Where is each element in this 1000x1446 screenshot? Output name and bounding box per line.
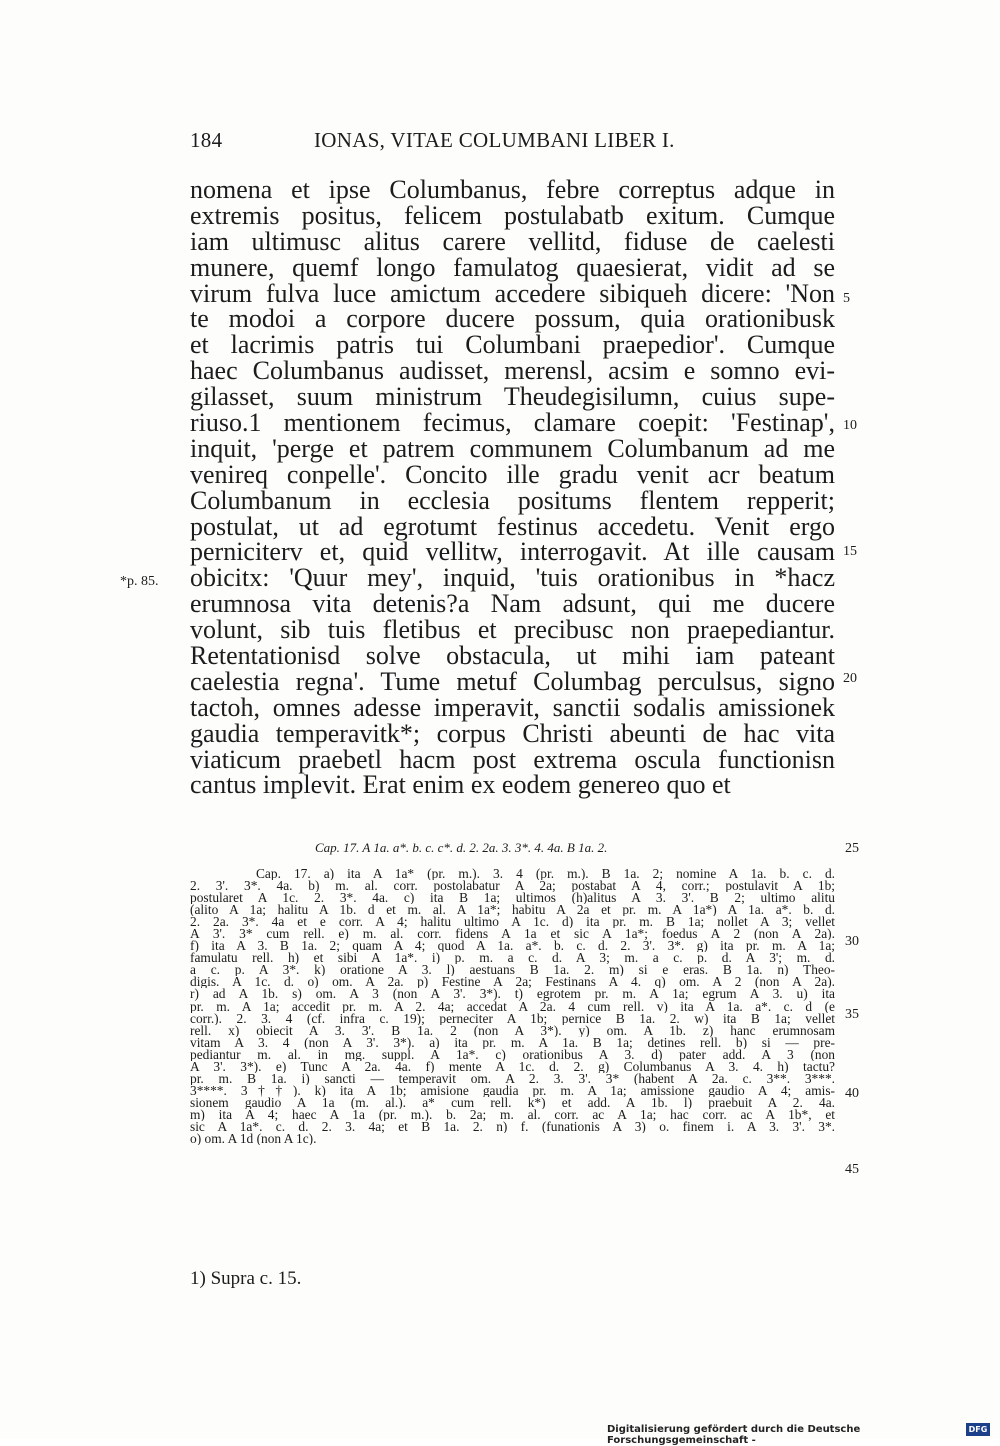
- text-line: nomena et ipse Columbanus, febre correptus adque in: [190, 175, 835, 204]
- text-line: Retentationisd solve obstacula, ut mihi iam pateant: [190, 641, 835, 671]
- footnote: 1) Supra c. 15.: [190, 1268, 302, 1289]
- apparatus-line: 2. 2a. 3*. 4a et e corr. A 4; halitu ultimo A 1c. d) ita pr. m. B 1a; nollet A 3; vellet: [190, 916, 835, 929]
- page-header: [190, 128, 835, 158]
- text-line: inquit, 'perge et patrem communem Columbanum ad me: [190, 433, 835, 463]
- apparatus-line: pediantur m. al. in mg. suppl. A 1a*. c) orationibus A 3. d) pater add. A 3 (non: [190, 1048, 835, 1061]
- apparatus-line: sionem gaudio A 1a (m. al.). a* cum rell. k*) et add. A 1b. l) praebuit A 2. 4a.: [190, 1096, 835, 1109]
- running-title: IONAS, VITAE COLUMBANI LIBER I.: [314, 128, 675, 152]
- apparatus-line: r) ad A 1b. s) om. A 3 (non A 3'. 3*). t) egrotem pr. m. A 1a; egrum A 3. u) ita: [190, 988, 835, 1001]
- apparatus-line: 3****. 3††). k) ita A 1b; amisione gaudia pr. m. A 1a; amissione gaudio A 4; amis-: [190, 1084, 835, 1097]
- text-line: tactoh, omnes adesse imperavit, sanctii sodalis amissionek: [190, 692, 835, 722]
- apparatus-line: postularet A 1c. 2. 3*. 4a. c) ita B 1a; ultimos (h)alitus A 3. 3'. B 2; ultimo alitu: [190, 892, 835, 905]
- text-line: munere, quemf longo famulatog quaesierat, vidit ad se: [190, 252, 835, 282]
- main-text-block: [190, 177, 835, 798]
- line-number: 5: [843, 291, 850, 306]
- text-line: gilasset, suum ministrum Theudegisilumn, cuius supe-: [190, 382, 835, 412]
- line-number: 45: [845, 1162, 859, 1177]
- apparatus-line: vitam A 3. 4 (non A 3'. 3*). a) ita pr. m. A 1a. B 1a; detines rell. b) si — pre-: [190, 1036, 835, 1049]
- apparatus-line: corr.). 2. 3. 4 (cf. infra c. 19); perneciter A 1b; pernice B 1a. 2. w) ita B 1a; vellet: [190, 1012, 835, 1025]
- apparatus-line: A 3'. 3*). e) Tunc A 2a. 4a. f) mente A 1c. d. 2. g) Columbanus A 3. 4. h) tactu?: [190, 1060, 835, 1073]
- page-number: 184: [190, 128, 223, 152]
- text-line: gaudia temperavitk*; corpus Christi abeunti de hac vita: [190, 718, 835, 748]
- line-number: 25: [845, 841, 859, 856]
- apparatus-line: pr. m. A 1a; accedit pr. m. A 2. 4a; accedat A 2a. 4 cum rell. v) ita A 1a. a*. c. d (e: [190, 1000, 835, 1013]
- text-line: extremis positus, felicem postulabatb exitum. Cumque: [190, 200, 835, 230]
- apparatus-line: famulatu rell. h) et sibi A 1a*. i) p. m. a c. d. A 3; m. a c. p. d. A 3'; m. d.: [190, 952, 835, 965]
- line-number: 15: [843, 544, 857, 559]
- sigla-line: Cap. 17. A 1a. a*. b. c. c*. d. 2. 2a. 3. 3*. 4. 4a. B 1a. 2.: [315, 840, 608, 855]
- apparatus-line: (alito A 1a; halitu A 1b. d et m. al. A 1a*; habitu A 2a et pr. m. A 1a*) A 1a. a*. b. d.: [190, 904, 835, 917]
- margin-page-reference: *p. 85.: [120, 574, 159, 589]
- text-line: iam ultimusc alitus carere vellitd, fiduse de caelesti: [190, 226, 835, 256]
- text-line: et lacrimis patris tui Columbani praepedior'. Cumque: [190, 330, 835, 360]
- line-number: 10: [843, 418, 857, 433]
- text-line: te modoi a corpore ducere possum, quia orationibusk: [190, 304, 835, 334]
- text-line: volunt, sib tuis fletibus et precibusc non praepediantur.: [190, 615, 835, 645]
- apparatus-line: rell. x) obiecit A 3. 3'. B 1a. 2 (non A 3*). y) om. A 1b. z) hanc erumnosam: [190, 1024, 835, 1037]
- apparatus-line: o) om. A 1d (non A 1c).: [190, 1133, 317, 1146]
- text-line: cantus implevit. Erat enim ex eodem genereo quo et: [190, 770, 731, 800]
- line-number: 40: [845, 1086, 859, 1101]
- apparatus-line: a c. p. A 3*. k) oratione A 3. l) aestuans B 1a. 2. m) si e eras. B 1a. n) Theo-: [190, 964, 835, 977]
- text-line: postulat, ut ad egrotumt festinus accedetu. Venit ergo: [190, 511, 835, 541]
- text-line: venireq conpelle'. Concito ille gradu venit acr beatum: [190, 459, 835, 489]
- text-line: obicitx: 'Quur mey', inquid, 'tuis orationibus in *hacz: [190, 563, 835, 593]
- text-line: viaticum praebetl hacm post extrema oscula functionisn: [190, 744, 835, 774]
- line-number: 35: [845, 1007, 859, 1022]
- apparatus-line: digis. A 1c. d. o) om. A 2a. p) Festine A 2a; Festinans A 4. q) om. A 2 (non A 2a).: [190, 976, 835, 989]
- line-number: 30: [845, 934, 859, 949]
- apparatus-line: Cap. 17. a) ita A 1a* (pr. m.). 3. 4 (pr. m.). B 1a. 2; nomine A 1a. b. c. d.: [256, 868, 835, 881]
- line-number: 20: [843, 671, 857, 686]
- apparatus-line: pr. m. B 1a. i) sancti — temperavit om. A 2. 3. 3'. 3* (habent A 2a. c. 3**. 3***.: [190, 1072, 835, 1085]
- text-line: Columbanum in ecclesia positums flentem repperit;: [190, 485, 835, 515]
- apparatus-line: A 3'. 3* cum rell. e) m. al. corr. fidens A 1a et sic A 1a*; foedus A 2 (non A 2a).: [190, 928, 835, 941]
- apparatus-line: m) ita A 4; haec A 1a (pr. m.). b. 2a; m. al. corr. ac A 1a; hac corr. ac A 1b*, et: [190, 1108, 835, 1121]
- apparatus-line: f) ita A 3. B 1a. 2; quam A 4; quod A 1a. a*. b. c. d. 2. 3'. 3*. g) ita pr. m. A 1a;: [190, 940, 835, 953]
- text-line: virum fulva luce amictum accedere sibiqueh dicere: 'Non: [190, 278, 835, 308]
- apparatus-line: 2. 3'. 3*. 4a. b) m. al. corr. postolabatur A 2a; postabat A 4, corr.; postulavit A 1b;: [190, 880, 835, 893]
- text-line: riuso.1 mentionem fecimus, clamare coepit: 'Festinap',: [190, 408, 835, 438]
- apparatus-line: sic A 1a*. c. d. 2. 3. 4a; et B 1a. 2. n) f. (funationis A 3) o. finem i. A 3. 3'. 3*.: [190, 1120, 835, 1134]
- dfg-logo: DFG: [966, 1423, 990, 1436]
- funding-notice: Digitalisierung gefördert durch die Deutsche Forschungsgemeinschaft -: [607, 1424, 861, 1446]
- text-line: haec Columbanus audisset, merensl, acsim e somno evi-: [190, 356, 835, 386]
- text-line: caelestia regna'. Tume metuf Columbag perculsus, signo: [190, 666, 835, 696]
- critical-apparatus: [190, 868, 835, 1145]
- text-line: erumnosa vita detenis?a Nam adsunt, qui me ducere: [190, 589, 835, 619]
- text-line: perniciterv et, quid vellitw, interrogavit. At ille causam: [190, 537, 835, 567]
